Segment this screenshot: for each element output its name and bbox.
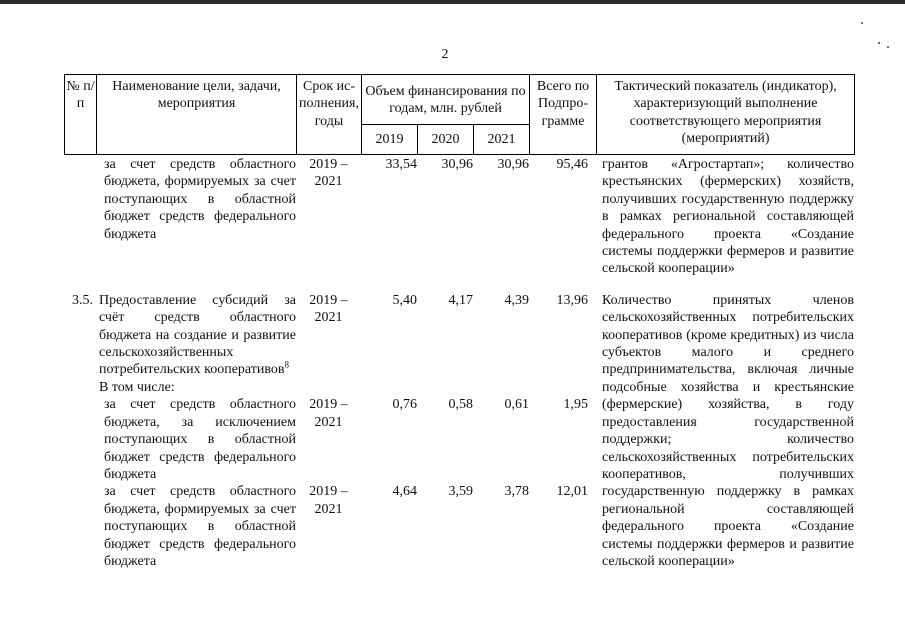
header-number: № п/п	[65, 75, 97, 155]
row1-2021: 30,96	[497, 157, 529, 172]
header-year-2021: 2021	[474, 125, 530, 155]
row4-term: 2019 – 2021	[309, 484, 348, 517]
row2-2020: 4,17	[448, 292, 473, 308]
row1-indicator: грантов «Агростартап»; количество крестьянских (фермерских) хозяйств, получивших государственную поддержку в рамках региональной составляющей федерального проекта «Создание системы поддержки фермеров и развитие сельской кооперации»	[602, 157, 854, 277]
row2-2019: 5,40	[392, 292, 417, 308]
row2-term: 2019 – 2021	[309, 292, 348, 326]
table-body	[64, 156, 854, 570]
row2-2021: 4,39	[504, 292, 529, 308]
row4-name: за счет средств областного бюджета, формируемых за счет поступающих в областной бюджет средств федерального бюджета	[104, 484, 296, 569]
header-funding: Объем финансирования по годам, млн. рублей	[362, 75, 530, 125]
row1-name: за счет средств областного бюджета, формируемых за счет поступающих в областной бюджет средств федерального бюджета	[104, 157, 296, 242]
row3-2021: 0,61	[504, 397, 529, 413]
table-row	[64, 156, 854, 278]
row2-total: 13,96	[556, 292, 588, 308]
row3-2019: 0,76	[392, 397, 417, 413]
header-total: Всего по Подпро-грамме	[530, 75, 597, 155]
row4-2019: 4,64	[392, 484, 417, 500]
row2-footnote: 8	[284, 359, 290, 370]
row4-2020: 3,59	[448, 484, 473, 500]
table-header	[64, 74, 855, 155]
header-name: Наименование цели, задачи, мероприятия	[97, 75, 297, 155]
row1-2019: 33,54	[385, 157, 417, 172]
scan-speck	[861, 22, 863, 24]
scan-top-border	[0, 0, 905, 4]
page-number: 2	[441, 47, 449, 62]
row3-2020: 0,58	[448, 397, 473, 413]
row3-name: за счет средств областного бюджета, за исключением поступающих в областной бюджет средств федерального бюджета	[104, 397, 296, 482]
row2-indicator: Количество принятых членов сельскохозяйственных потребительских кооперативов (кроме кредитных) из числа субъектов малого и среднего предпринимательства, включая личные подсобные хозяйства и крестьянские (фермерские) хозяйства, в году предоставления государственной поддержки; количество сельскохозяйственных потребительских кооперативов, получивших государственную поддержку в рамках региональной составляющей федерального проекта «Создание системы поддержки фермеров и развитие сельской кооперации»	[602, 292, 854, 569]
header-indicator: Тактический показатель (индикатор), характеризующий выполнение соответствующего мероприятия (мероприятий)	[597, 75, 855, 155]
row2-name: Предоставление субсидий за счёт средств областного бюджета на создание и развитие сельскохозяйственных потребительских кооперативов	[99, 292, 296, 378]
row1-total: 95,46	[556, 157, 588, 172]
row4-total: 12,01	[556, 484, 588, 500]
scan-speck	[887, 46, 889, 48]
header-year-2019: 2019	[362, 125, 418, 155]
row3-total: 1,95	[563, 397, 588, 413]
row2-number: 3.5.	[72, 292, 93, 308]
row2-including: В том числе:	[99, 379, 175, 395]
table-row	[64, 292, 854, 396]
header-term: Срок ис-полнения, годы	[297, 75, 362, 155]
header-year-2020: 2020	[418, 125, 474, 155]
row1-term: 2019 – 2021	[309, 157, 348, 190]
row3-term: 2019 – 2021	[309, 397, 348, 430]
row1-2020: 30,96	[441, 157, 473, 172]
row4-2021: 3,78	[504, 484, 529, 500]
scan-speck	[878, 42, 880, 44]
